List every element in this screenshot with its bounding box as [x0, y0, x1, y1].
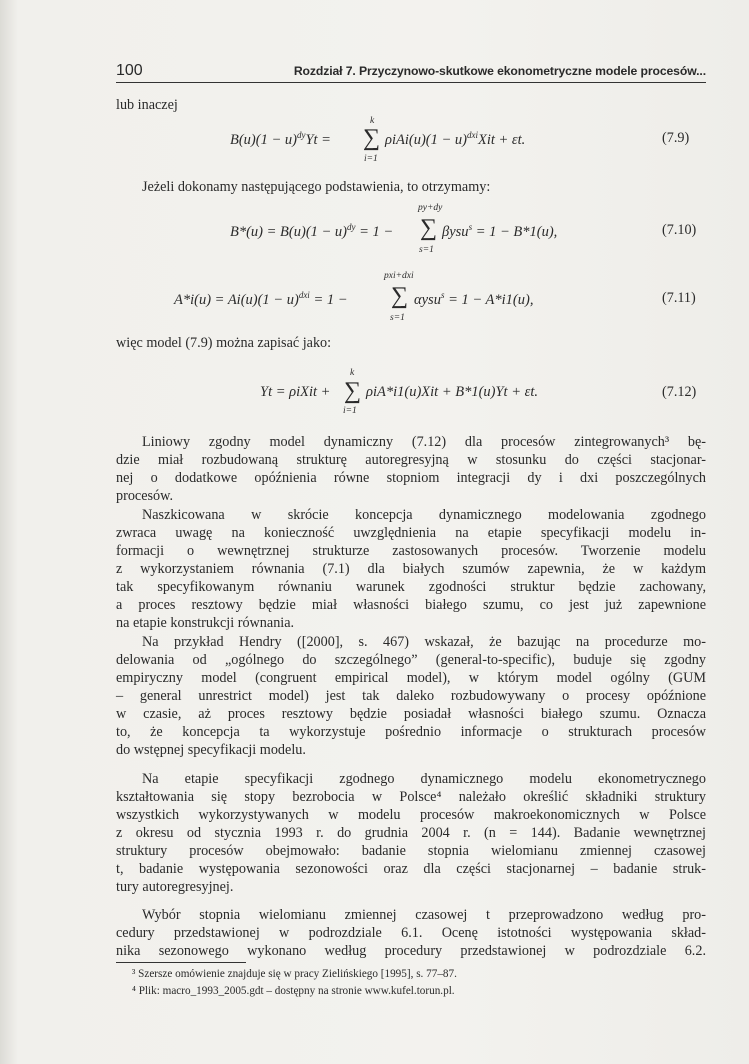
page-number: 100: [116, 62, 143, 79]
text-line: – general unrestrict model) jest tak daleko rozbudowywany o procesy opóźnione: [116, 688, 706, 704]
text-line: Wybór stopnia wielomianu zmiennej czasowej t przeprowadzono według pro-: [142, 907, 706, 923]
text-line: dzie miał rozbudowaną strukturę autoregresyjną w stosunku do części stacjonar-: [116, 452, 706, 468]
text-line: tak specyfikowanym równaniu warunek zgodności struktur będzie zachowany,: [116, 579, 706, 595]
eq711-rhs: αysu$^s$ = 1 − A*i1(u),: [414, 290, 534, 308]
sum-symbol: ∑: [391, 283, 409, 309]
text-line: tury autoregresyjnej.: [116, 879, 234, 895]
eq711-lhs: $A*i(u) = Ai(u)(1 - u)^{dxi} = 1$ −: [174, 290, 348, 308]
eq710-lhs: $B*(u) = B(u)(1 - u)^{dy} = 1$ −: [230, 222, 394, 240]
eq712-lhs: Yt = ρiXit +: [260, 384, 331, 400]
text-line: zwraca uwagę na konieczność uwzględnienia na etapie specyfikacji modelu in-: [116, 525, 706, 541]
text-line: kształtowania się stopy bezrobocia w Polsce⁴ należało określić składniki struktury: [116, 789, 706, 805]
text-line: cedury przedstawionej w podrozdziale 6.1. Ocenę istotności występowania skład-: [116, 925, 706, 941]
sum-symbol: ∑: [420, 215, 438, 241]
eq711-number: (7.11): [662, 290, 696, 306]
eq79-sum-top: k: [370, 116, 375, 126]
eq712-number: (7.12): [662, 384, 697, 400]
text-line: wszystkich wykorzystywanych w modelu procesów makroekonomicznych w Polsce: [116, 807, 706, 823]
eq712-sum-bottom: i=1: [343, 406, 357, 416]
eq79-number: (7.9): [662, 130, 690, 146]
text-line: empiryczny model (congruent empirical model), w którym model ogólny (GUM: [116, 670, 706, 686]
text-line: w czasie, aż proces resztowy będzie posiadał własności białego szumu. Oznacza: [116, 706, 706, 722]
text-after-eq79: Jeżeli dokonamy następującego podstawienia, to otrzymamy:: [142, 179, 491, 195]
text-line: t, badanie występowania sezonowości oraz dla części stacjonarnej – badanie struk-: [116, 861, 706, 877]
sum-symbol: ∑: [344, 378, 362, 404]
text-line: Naszkicowana w skrócie koncepcja dynamicznego modelowania zgodnego: [142, 507, 706, 523]
eq711-sum-top: pxi+dxi: [384, 271, 414, 281]
running-header: [116, 58, 706, 83]
footnote-divider: [116, 962, 246, 963]
eq712-sum-top: k: [350, 368, 355, 378]
eq712-rhs: ρiA*i1(u)Xit + B*1(u)Yt + εt.: [366, 384, 538, 400]
text-line: z wykorzystaniem równania (7.1) dla białych szumów zapewnia, że w każdym: [116, 561, 706, 577]
text-line: do wstępnej specyfikacji modelu.: [116, 742, 306, 758]
running-title: Rozdział 7. Przyczynowo-skutkowe ekonometryczne modele procesów...: [293, 64, 706, 78]
text-line: a proces resztowy będzie miał własności białego szumu, co jest już zapewnione: [116, 597, 706, 613]
text-line: nej o dodatkowe opóźnienia równe stopniom integracji dy i dxi poszczególnych: [116, 470, 706, 486]
text-line: Na przykład Hendry ([2000], s. 467) wskazał, że bazując na procedurze mo-: [142, 634, 706, 650]
text-line: delowania od „ogólnego do szczególnego” (general-to-specific), buduje się zgodny: [116, 652, 706, 668]
eq79-rhs: $\rho iAi(u)(1 - u)^{dxi}Xit + \varepsilon t$.: [385, 130, 526, 148]
intro-text: lub inaczej: [116, 97, 178, 113]
footnote-4: ⁴ Plik: macro_1993_2005.gdt – dostępny na stronie www.kufel.torun.pl.: [132, 985, 455, 997]
sum-symbol: ∑: [363, 125, 381, 151]
text-after-eq711: więc model (7.9) można zapisać jako:: [116, 335, 332, 351]
text-line: na etapie konstrukcji równania.: [116, 615, 295, 631]
footnote-3: ³ Szersze omówienie znajduje się w pracy Zielińskiego [1995], s. 77–87.: [132, 968, 457, 980]
text-line: Na etapie specyfikacji zgodnego dynamicznego modelu ekonometrycznego: [142, 771, 706, 787]
text-line: procesów.: [116, 488, 173, 504]
text-line: Liniowy zgodny model dynamiczny (7.12) dla procesów zintegrowanych³ bę-: [142, 434, 706, 450]
eq710-rhs: βysu$^s$ = 1 − B*1(u),: [442, 222, 558, 240]
eq710-number: (7.10): [662, 222, 697, 238]
text-line: struktury procesów obejmowało: badanie stopnia wielomianu zmiennej czasowej: [116, 843, 706, 859]
eq711-sum-bottom: s=1: [390, 313, 405, 323]
eq79-sum-bottom: i=1: [364, 154, 378, 164]
text-line: z okresu od stycznia 1993 r. do grudnia 2004 r. (n = 144). Badanie wewnętrznej: [116, 825, 706, 841]
eq710-sum-bottom: s=1: [419, 245, 434, 255]
eq79-lhs: $B(u)(1 - u)^{dy}Yt$ =: [230, 130, 331, 148]
text-line: to, że koncepcja ta wykorzystuje pośrednio informacje o strukturach procesów: [116, 724, 706, 740]
text-line: formacji o wewnętrznej strukturze zastosowanych procesów. Tworzenie modelu: [116, 543, 706, 559]
eq710-sum-top: py+dy: [418, 203, 443, 213]
text-line: nika sezonowego wykonano według procedury przedstawionej w podrozdziale 6.2.: [116, 943, 706, 959]
